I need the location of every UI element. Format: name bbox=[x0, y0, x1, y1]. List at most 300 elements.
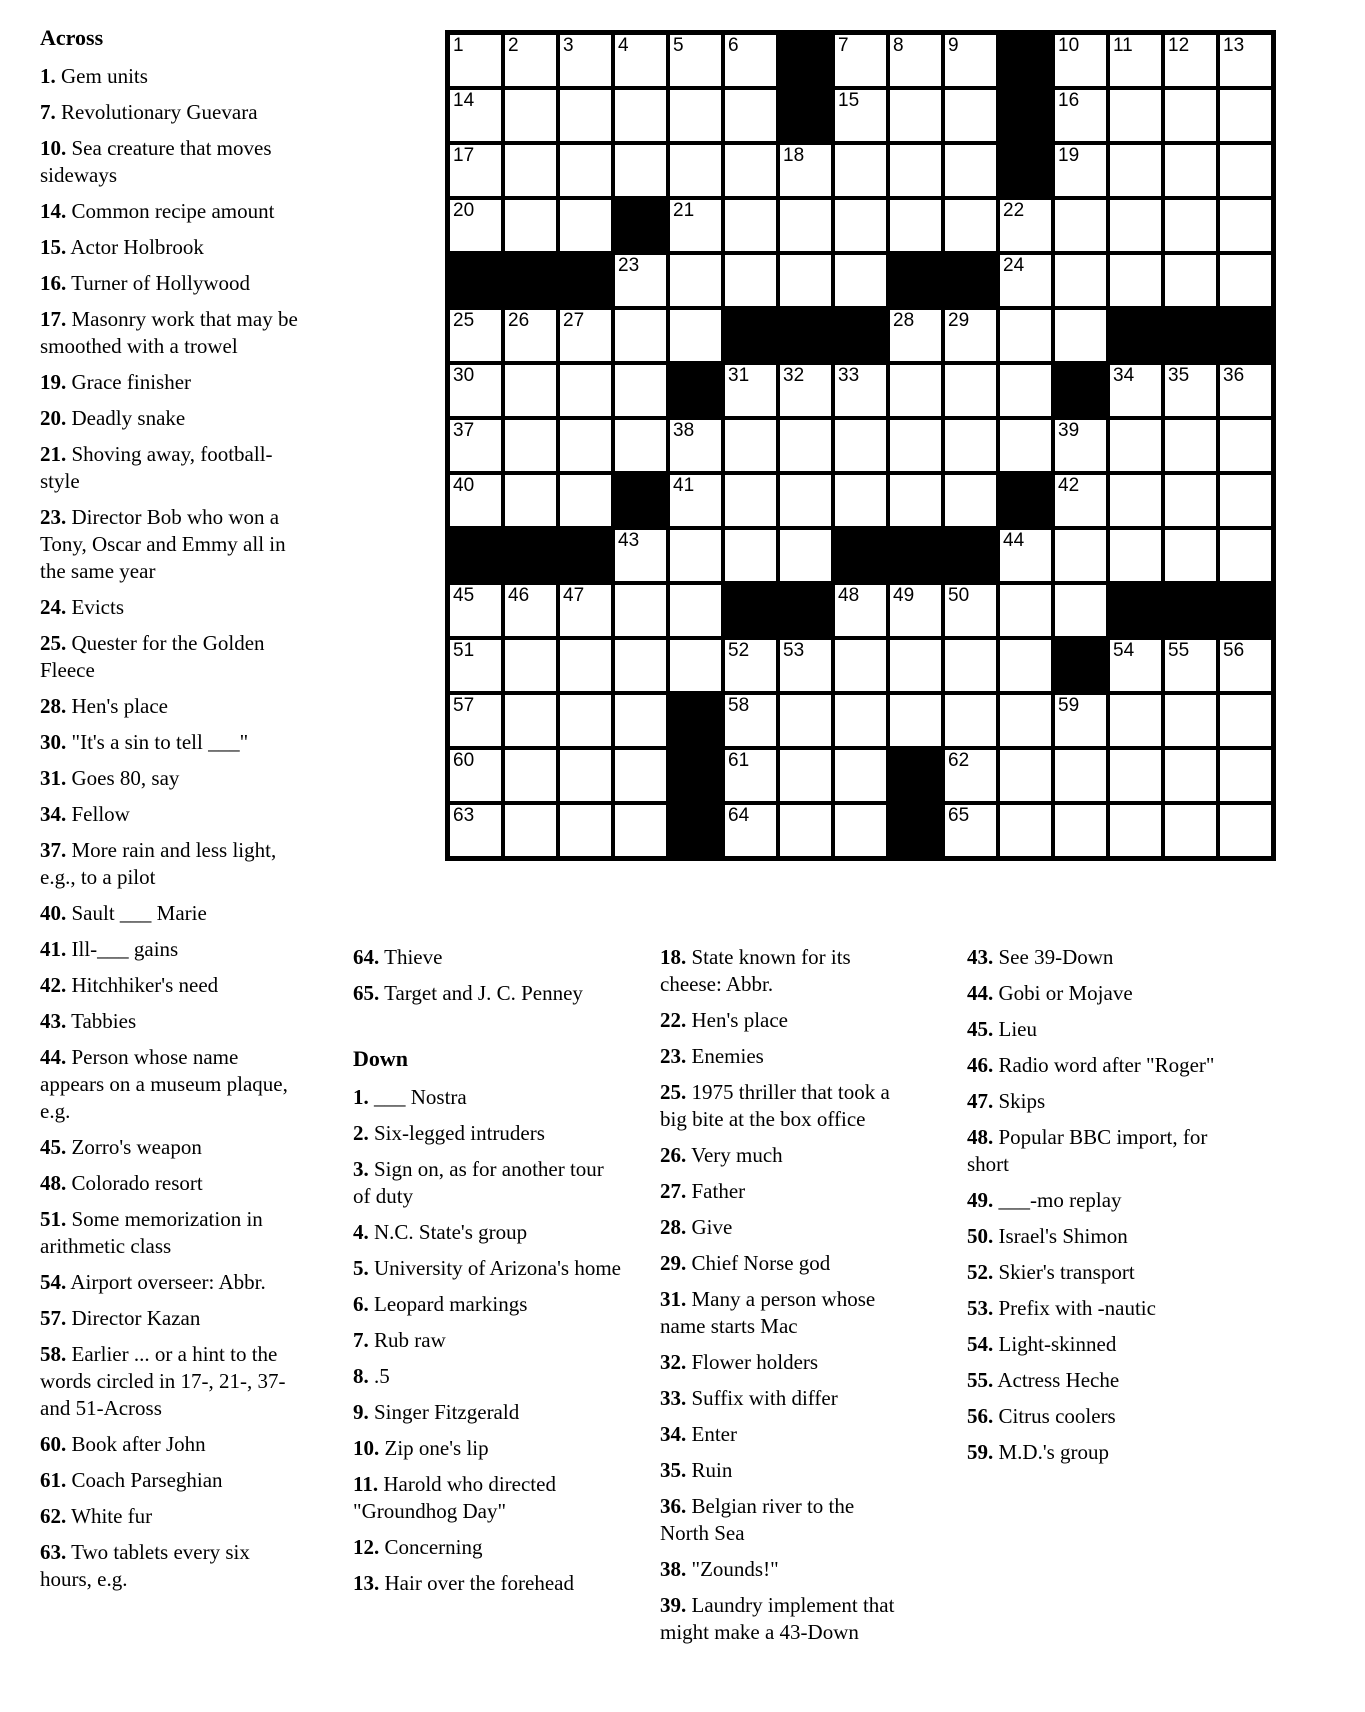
clue-number: 55. bbox=[967, 1368, 994, 1392]
clue-across-40: 40. Sault ___ Marie bbox=[40, 901, 207, 925]
grid-cell[interactable] bbox=[725, 640, 776, 691]
clue-down-43: 43. See 39-Down bbox=[967, 945, 1114, 969]
clue-down-27: 27. Father bbox=[660, 1179, 746, 1203]
grid-cell[interactable] bbox=[1055, 475, 1106, 526]
grid-cell[interactable] bbox=[1165, 90, 1216, 141]
grid-cell[interactable] bbox=[1220, 640, 1271, 691]
grid-cell[interactable] bbox=[450, 585, 501, 636]
grid-cell[interactable] bbox=[835, 805, 886, 856]
grid-cell[interactable] bbox=[1220, 365, 1271, 416]
grid-cell[interactable] bbox=[1165, 365, 1216, 416]
grid-cell[interactable] bbox=[560, 640, 611, 691]
clue-down-26: 26. Very much bbox=[660, 1143, 783, 1167]
clue-number: 57. bbox=[40, 1306, 67, 1330]
grid-cell[interactable] bbox=[1220, 695, 1271, 746]
clue-number: 39. bbox=[660, 1593, 687, 1617]
grid-cell[interactable] bbox=[615, 35, 666, 86]
grid-cell[interactable] bbox=[835, 255, 886, 306]
down-header: Down bbox=[353, 1046, 409, 1071]
clue-number: 16. bbox=[40, 271, 67, 295]
cell-number: 12 bbox=[1168, 35, 1190, 56]
black-cell bbox=[725, 310, 776, 361]
clue-down-39: 39. Laundry implement that might make a 43-Down bbox=[660, 1593, 895, 1644]
grid-cell[interactable] bbox=[1220, 90, 1271, 141]
grid-cell[interactable] bbox=[615, 640, 666, 691]
grid-cell[interactable] bbox=[1055, 255, 1106, 306]
grid-cell[interactable] bbox=[560, 35, 611, 86]
grid-cell[interactable] bbox=[945, 695, 996, 746]
grid-cell[interactable] bbox=[615, 255, 666, 306]
grid-cell[interactable] bbox=[1220, 145, 1271, 196]
grid-cell[interactable] bbox=[670, 530, 721, 581]
grid-cell[interactable] bbox=[615, 695, 666, 746]
black-cell bbox=[560, 255, 611, 306]
cell-number: 31 bbox=[728, 365, 750, 386]
grid-cell[interactable] bbox=[1000, 310, 1051, 361]
cell-number: 42 bbox=[1058, 475, 1080, 496]
grid-cell[interactable] bbox=[945, 145, 996, 196]
clue-down-47: 47. Skips bbox=[967, 1089, 1046, 1113]
grid-cell[interactable] bbox=[1055, 695, 1106, 746]
clue-number: 65. bbox=[353, 981, 380, 1005]
grid-cell[interactable] bbox=[945, 310, 996, 361]
grid-cell[interactable] bbox=[560, 420, 611, 471]
grid-cell[interactable] bbox=[835, 200, 886, 251]
grid-cell[interactable] bbox=[560, 750, 611, 801]
cell-number: 37 bbox=[453, 420, 475, 441]
grid-cell[interactable] bbox=[505, 420, 556, 471]
grid-cell[interactable] bbox=[450, 145, 501, 196]
grid-cell[interactable] bbox=[670, 420, 721, 471]
grid-cell[interactable] bbox=[450, 310, 501, 361]
grid-cell[interactable] bbox=[670, 90, 721, 141]
grid-cell[interactable] bbox=[1165, 475, 1216, 526]
clue-number: 44. bbox=[40, 1045, 67, 1069]
grid-cell[interactable] bbox=[505, 475, 556, 526]
grid-cell[interactable] bbox=[505, 145, 556, 196]
grid-cell[interactable] bbox=[1055, 530, 1106, 581]
clue-down-36: 36. Belgian river to the North Sea bbox=[660, 1494, 855, 1545]
grid-cell[interactable] bbox=[450, 750, 501, 801]
cell-number: 62 bbox=[948, 750, 970, 771]
grid-cell[interactable] bbox=[1110, 365, 1161, 416]
grid-cell[interactable] bbox=[1165, 145, 1216, 196]
grid-cell[interactable] bbox=[1165, 750, 1216, 801]
grid-cell[interactable] bbox=[1220, 750, 1271, 801]
grid-cell[interactable] bbox=[725, 35, 776, 86]
grid-cell[interactable] bbox=[1220, 805, 1271, 856]
grid-cell[interactable] bbox=[835, 90, 886, 141]
cell-number: 63 bbox=[453, 805, 475, 826]
grid-cell[interactable] bbox=[945, 420, 996, 471]
grid-cell[interactable] bbox=[560, 90, 611, 141]
grid-cell[interactable] bbox=[450, 200, 501, 251]
grid-cell[interactable] bbox=[670, 310, 721, 361]
black-cell bbox=[1220, 310, 1271, 361]
grid-cell[interactable] bbox=[1000, 200, 1051, 251]
black-cell bbox=[505, 255, 556, 306]
grid-cell[interactable] bbox=[725, 475, 776, 526]
clue-down-29: 29. Chief Norse god bbox=[660, 1251, 831, 1275]
grid-cell[interactable] bbox=[1055, 145, 1106, 196]
grid-cell[interactable] bbox=[1165, 420, 1216, 471]
clue-number: 49. bbox=[967, 1188, 994, 1212]
cell-number: 50 bbox=[948, 585, 970, 606]
grid-cell[interactable] bbox=[890, 90, 941, 141]
grid-cell[interactable] bbox=[945, 365, 996, 416]
grid-cell[interactable] bbox=[615, 145, 666, 196]
grid-cell[interactable] bbox=[1220, 200, 1271, 251]
grid-cell[interactable] bbox=[1110, 200, 1161, 251]
grid-cell[interactable] bbox=[1165, 200, 1216, 251]
grid-cell[interactable] bbox=[505, 200, 556, 251]
grid-cell[interactable] bbox=[1110, 640, 1161, 691]
grid-cell[interactable] bbox=[835, 585, 886, 636]
black-cell bbox=[1165, 310, 1216, 361]
cell-number: 23 bbox=[618, 255, 640, 276]
grid-cell[interactable] bbox=[890, 475, 941, 526]
clue-number: 5. bbox=[353, 1256, 369, 1280]
grid-cell[interactable] bbox=[615, 530, 666, 581]
grid-cell[interactable] bbox=[890, 35, 941, 86]
grid-cell[interactable] bbox=[450, 475, 501, 526]
clue-across-25: 25. Quester for the Golden Fleece bbox=[40, 631, 265, 682]
grid-cell[interactable] bbox=[615, 805, 666, 856]
grid-cell[interactable] bbox=[450, 420, 501, 471]
grid-cell[interactable] bbox=[1000, 805, 1051, 856]
grid-cell[interactable] bbox=[725, 695, 776, 746]
clue-across-43: 43. Tabbies bbox=[40, 1009, 137, 1033]
black-cell bbox=[1110, 310, 1161, 361]
grid-cell[interactable] bbox=[560, 365, 611, 416]
clue-number: 44. bbox=[967, 981, 994, 1005]
grid-cell[interactable] bbox=[780, 475, 831, 526]
cell-number: 45 bbox=[453, 585, 475, 606]
grid-cell[interactable] bbox=[890, 695, 941, 746]
cell-number: 64 bbox=[728, 805, 750, 826]
clue-down-31: 31. Many a person whose name starts Mac bbox=[660, 1287, 876, 1338]
grid-cell[interactable] bbox=[1055, 750, 1106, 801]
grid-cell[interactable] bbox=[670, 200, 721, 251]
grid-cell[interactable] bbox=[780, 805, 831, 856]
cell-number: 38 bbox=[673, 420, 695, 441]
grid-cell[interactable] bbox=[835, 420, 886, 471]
grid-cell[interactable] bbox=[780, 145, 831, 196]
black-cell bbox=[1000, 475, 1051, 526]
grid-cell[interactable] bbox=[1000, 695, 1051, 746]
grid-cell[interactable] bbox=[450, 640, 501, 691]
grid-cell[interactable] bbox=[780, 530, 831, 581]
clue-number: 9. bbox=[353, 1400, 369, 1424]
clue-down-5: 5. University of Arizona's home bbox=[353, 1256, 621, 1280]
grid-cell[interactable] bbox=[890, 585, 941, 636]
grid-cell[interactable] bbox=[835, 750, 886, 801]
grid-cell[interactable] bbox=[615, 365, 666, 416]
grid-cell[interactable] bbox=[670, 475, 721, 526]
cell-number: 3 bbox=[563, 35, 574, 56]
clue-down-18: 18. State known for its cheese: Abbr. bbox=[660, 945, 851, 996]
clue-number: 43. bbox=[967, 945, 994, 969]
grid-cell[interactable] bbox=[670, 145, 721, 196]
grid-cell[interactable] bbox=[890, 640, 941, 691]
black-cell bbox=[945, 255, 996, 306]
grid-cell[interactable] bbox=[1055, 200, 1106, 251]
grid-cell[interactable] bbox=[1165, 805, 1216, 856]
grid-cell[interactable] bbox=[890, 310, 941, 361]
grid-cell[interactable] bbox=[945, 35, 996, 86]
cell-number: 27 bbox=[563, 310, 585, 331]
clue-down-49: 49. ___-mo replay bbox=[967, 1188, 1122, 1212]
grid-cell[interactable] bbox=[1110, 475, 1161, 526]
grid-cell[interactable] bbox=[725, 420, 776, 471]
clue-across-15: 15. Actor Holbrook bbox=[40, 235, 204, 259]
grid-cell[interactable] bbox=[780, 750, 831, 801]
clue-number: 34. bbox=[40, 802, 67, 826]
black-cell bbox=[780, 310, 831, 361]
grid-cell[interactable] bbox=[1110, 90, 1161, 141]
grid-cell[interactable] bbox=[835, 475, 886, 526]
grid-cell[interactable] bbox=[1220, 35, 1271, 86]
clue-down-8: 8. .5 bbox=[353, 1364, 390, 1388]
grid-cell[interactable] bbox=[780, 640, 831, 691]
grid-cell[interactable] bbox=[780, 695, 831, 746]
grid-cell[interactable] bbox=[560, 310, 611, 361]
clue-number: 3. bbox=[353, 1157, 369, 1181]
grid-cell[interactable] bbox=[945, 90, 996, 141]
grid-cell[interactable] bbox=[615, 90, 666, 141]
grid-cell[interactable] bbox=[1220, 475, 1271, 526]
clue-down-59: 59. M.D.'s group bbox=[967, 1440, 1110, 1464]
clue-number: 31. bbox=[40, 766, 67, 790]
grid-cell[interactable] bbox=[560, 695, 611, 746]
grid-cell[interactable] bbox=[670, 255, 721, 306]
grid-cell[interactable] bbox=[1110, 750, 1161, 801]
clue-number: 64. bbox=[353, 945, 380, 969]
black-cell bbox=[670, 695, 721, 746]
grid-cell[interactable] bbox=[1000, 420, 1051, 471]
grid-cell[interactable] bbox=[1110, 255, 1161, 306]
grid-cell[interactable] bbox=[560, 475, 611, 526]
clue-number: 7. bbox=[353, 1328, 369, 1352]
clue-number: 45. bbox=[40, 1135, 67, 1159]
clue-number: 27. bbox=[660, 1179, 687, 1203]
grid-cell[interactable] bbox=[615, 310, 666, 361]
grid-cell[interactable] bbox=[725, 200, 776, 251]
grid-cell[interactable] bbox=[670, 585, 721, 636]
clue-number: 7. bbox=[40, 100, 56, 124]
clue-across-57: 57. Director Kazan bbox=[40, 1306, 201, 1330]
clue-number: 4. bbox=[353, 1220, 369, 1244]
clue-down-13: 13. Hair over the forehead bbox=[353, 1571, 574, 1595]
grid-cell[interactable] bbox=[505, 695, 556, 746]
black-cell bbox=[1055, 365, 1106, 416]
grid-cell[interactable] bbox=[505, 310, 556, 361]
grid-cell[interactable] bbox=[725, 805, 776, 856]
cell-number: 43 bbox=[618, 530, 640, 551]
grid-cell[interactable] bbox=[1055, 310, 1106, 361]
black-cell bbox=[780, 585, 831, 636]
cell-number: 39 bbox=[1058, 420, 1080, 441]
grid-cell[interactable] bbox=[945, 200, 996, 251]
grid-cell[interactable] bbox=[560, 200, 611, 251]
cell-number: 60 bbox=[453, 750, 475, 771]
cell-number: 58 bbox=[728, 695, 750, 716]
grid-cell[interactable] bbox=[890, 365, 941, 416]
grid-cell[interactable] bbox=[725, 145, 776, 196]
grid-cell[interactable] bbox=[1110, 35, 1161, 86]
grid-cell[interactable] bbox=[615, 750, 666, 801]
grid-cell[interactable] bbox=[615, 585, 666, 636]
grid-cell[interactable] bbox=[1165, 35, 1216, 86]
clue-down-32: 32. Flower holders bbox=[660, 1350, 819, 1374]
grid-cell[interactable] bbox=[835, 35, 886, 86]
across-clues-1-63 bbox=[40, 63, 304, 1593]
clue-number: 33. bbox=[660, 1386, 687, 1410]
grid-cell[interactable] bbox=[670, 640, 721, 691]
cell-number: 22 bbox=[1003, 200, 1025, 221]
clue-across-14: 14. Common recipe amount bbox=[40, 199, 275, 223]
grid-cell[interactable] bbox=[505, 805, 556, 856]
grid-cell[interactable] bbox=[780, 365, 831, 416]
cell-number: 14 bbox=[453, 90, 475, 111]
grid-cell[interactable] bbox=[835, 640, 886, 691]
grid-cell[interactable] bbox=[505, 750, 556, 801]
grid-cell[interactable] bbox=[780, 420, 831, 471]
grid-cell[interactable] bbox=[1110, 695, 1161, 746]
grid-cell[interactable] bbox=[945, 750, 996, 801]
grid-cell[interactable] bbox=[1000, 585, 1051, 636]
clue-down-53: 53. Prefix with -nautic bbox=[967, 1296, 1156, 1320]
grid-cell[interactable] bbox=[450, 695, 501, 746]
grid-cell[interactable] bbox=[1110, 530, 1161, 581]
grid-cell[interactable] bbox=[1165, 530, 1216, 581]
cell-number: 59 bbox=[1058, 695, 1080, 716]
down-clues-1-13 bbox=[353, 1084, 621, 1597]
grid-cell[interactable] bbox=[615, 420, 666, 471]
grid-cell[interactable] bbox=[1165, 695, 1216, 746]
grid-cell[interactable] bbox=[1055, 90, 1106, 141]
cell-number: 48 bbox=[838, 585, 860, 606]
grid-cell[interactable] bbox=[835, 365, 886, 416]
clue-number: 54. bbox=[40, 1270, 67, 1294]
clue-number: 12. bbox=[353, 1535, 380, 1559]
grid-cell[interactable] bbox=[725, 255, 776, 306]
clue-across-64: 64. Thieve bbox=[353, 945, 443, 969]
grid-cell[interactable] bbox=[1000, 365, 1051, 416]
grid-cell[interactable] bbox=[450, 90, 501, 141]
grid-cell[interactable] bbox=[1220, 255, 1271, 306]
grid-cell[interactable] bbox=[1110, 420, 1161, 471]
clue-across-20: 20. Deadly snake bbox=[40, 406, 186, 430]
grid-cell[interactable] bbox=[1055, 35, 1106, 86]
grid-cell[interactable] bbox=[1220, 420, 1271, 471]
grid-cell[interactable] bbox=[890, 145, 941, 196]
grid-cell[interactable] bbox=[725, 750, 776, 801]
grid-cell[interactable] bbox=[670, 35, 721, 86]
cell-number: 11 bbox=[1113, 35, 1133, 56]
grid-cell[interactable] bbox=[1055, 585, 1106, 636]
clue-number: 53. bbox=[967, 1296, 994, 1320]
grid-cell[interactable] bbox=[1165, 255, 1216, 306]
grid-cell[interactable] bbox=[1220, 530, 1271, 581]
clue-number: 40. bbox=[40, 901, 67, 925]
grid-cell[interactable] bbox=[1000, 255, 1051, 306]
grid-cell[interactable] bbox=[945, 475, 996, 526]
grid-cell[interactable] bbox=[780, 200, 831, 251]
cell-number: 9 bbox=[948, 35, 959, 56]
grid-cell[interactable] bbox=[945, 805, 996, 856]
black-cell bbox=[670, 750, 721, 801]
clue-across-65: 65. Target and J. C. Penney bbox=[353, 981, 583, 1005]
grid-cell[interactable] bbox=[450, 365, 501, 416]
cell-number: 40 bbox=[453, 475, 475, 496]
clue-number: 30. bbox=[40, 730, 67, 754]
grid-cell[interactable] bbox=[505, 365, 556, 416]
cell-number: 8 bbox=[893, 35, 904, 56]
clue-number: 43. bbox=[40, 1009, 67, 1033]
black-cell bbox=[890, 805, 941, 856]
clue-down-7: 7. Rub raw bbox=[353, 1328, 446, 1352]
grid-cell[interactable] bbox=[725, 365, 776, 416]
grid-cell[interactable] bbox=[835, 145, 886, 196]
grid-cell[interactable] bbox=[780, 255, 831, 306]
grid-cell[interactable] bbox=[450, 35, 501, 86]
grid-cell[interactable] bbox=[505, 585, 556, 636]
clue-across-34: 34. Fellow bbox=[40, 802, 130, 826]
grid-cell[interactable] bbox=[1055, 420, 1106, 471]
cell-number: 51 bbox=[453, 640, 475, 661]
grid-cell[interactable] bbox=[890, 420, 941, 471]
grid-cell[interactable] bbox=[560, 805, 611, 856]
clue-number: 23. bbox=[40, 505, 67, 529]
grid-cell[interactable] bbox=[725, 90, 776, 141]
cell-number: 10 bbox=[1058, 35, 1080, 56]
down-clues-43-59 bbox=[967, 944, 1217, 1466]
grid-cell[interactable] bbox=[945, 585, 996, 636]
cell-number: 16 bbox=[1058, 90, 1080, 111]
black-cell bbox=[1165, 585, 1216, 636]
grid-cell[interactable] bbox=[505, 35, 556, 86]
grid-cell[interactable] bbox=[560, 145, 611, 196]
grid-cell[interactable] bbox=[1110, 145, 1161, 196]
grid-cell[interactable] bbox=[1000, 750, 1051, 801]
grid-cell[interactable] bbox=[725, 530, 776, 581]
grid-cell[interactable] bbox=[890, 200, 941, 251]
grid-cell[interactable] bbox=[1000, 640, 1051, 691]
grid-cell[interactable] bbox=[560, 585, 611, 636]
grid-cell[interactable] bbox=[505, 90, 556, 141]
cell-number: 28 bbox=[893, 310, 915, 331]
cell-number: 18 bbox=[783, 145, 805, 166]
grid-cell[interactable] bbox=[1110, 805, 1161, 856]
cell-number: 46 bbox=[508, 585, 530, 606]
clue-down-12: 12. Concerning bbox=[353, 1535, 483, 1559]
clue-number: 42. bbox=[40, 973, 67, 997]
grid-cell[interactable] bbox=[835, 695, 886, 746]
grid-cell[interactable] bbox=[1165, 640, 1216, 691]
grid-cell[interactable] bbox=[505, 640, 556, 691]
clue-number: 60. bbox=[40, 1432, 67, 1456]
grid-cell[interactable] bbox=[1000, 530, 1051, 581]
clue-number: 1. bbox=[353, 1085, 369, 1109]
clue-down-4: 4. N.C. State's group bbox=[353, 1220, 528, 1244]
clue-number: 10. bbox=[353, 1436, 380, 1460]
grid-cell[interactable] bbox=[1055, 805, 1106, 856]
grid-cell[interactable] bbox=[945, 640, 996, 691]
clue-across-41: 41. Ill-___ gains bbox=[40, 937, 179, 961]
grid-cell[interactable] bbox=[450, 805, 501, 856]
black-cell bbox=[835, 310, 886, 361]
